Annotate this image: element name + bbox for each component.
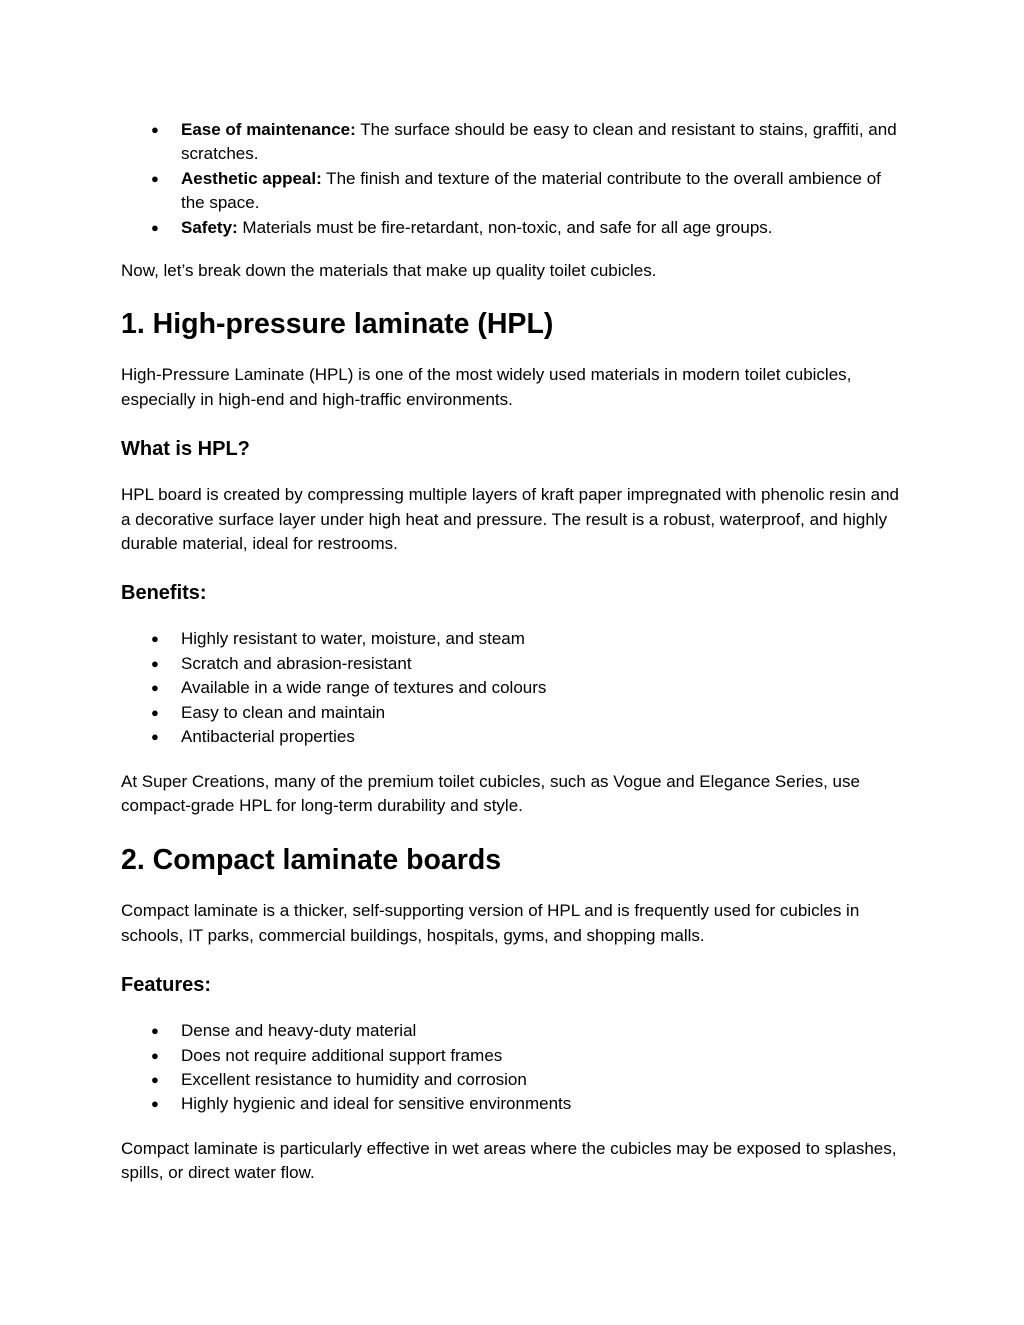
- list-item-text: The surface should be easy to clean and resistant to stains, graffiti, and scratches.: [181, 120, 897, 164]
- bullet-icon: ●: [151, 631, 159, 647]
- list-item-term: Aesthetic appeal:: [181, 168, 322, 188]
- subheading-benefits: Benefits:: [121, 582, 207, 605]
- list-item: [121, 701, 906, 725]
- list-item-text: Highly hygienic and ideal for sensitive environments: [181, 1094, 572, 1114]
- list-item-text: Available in a wide range of textures and colours: [181, 678, 547, 698]
- list-item-text: Highly resistant to water, moisture, and steam: [181, 629, 525, 649]
- bullet-icon: ●: [151, 219, 159, 235]
- bullet-icon: ●: [151, 704, 159, 720]
- hpl-intro-paragraph: High-Pressure Laminate (HPL) is one of the most widely used materials in modern toilet cubicles, especially in high-end and high-traffic environments.: [121, 365, 852, 409]
- compact-closing-paragraph: Compact laminate is particularly effective in wet areas where the cubicles may be exposed to splashes, spills, or direct water flow.: [121, 1138, 897, 1183]
- list-item: [121, 652, 906, 676]
- list-item: [121, 676, 906, 700]
- bullet-icon: ●: [151, 680, 159, 696]
- hpl-closing-paragraph: At Super Creations, many of the premium toilet cubicles, such as Vogue and Elegance Series, use compact-grade HPL for long-term durability and style.: [121, 771, 860, 815]
- section-heading-compact-laminate: 2. Compact laminate boards: [121, 844, 502, 877]
- list-item: [121, 167, 906, 216]
- list-item-text: Dense and heavy-duty material: [181, 1021, 417, 1041]
- list-item-text: Excellent resistance to humidity and corrosion: [181, 1069, 527, 1089]
- list-item: [121, 725, 906, 749]
- bullet-icon: ●: [151, 1071, 159, 1087]
- section-heading-hpl: 1. High-pressure laminate (HPL): [121, 308, 554, 341]
- intro-list: [121, 118, 906, 240]
- bullet-icon: ●: [151, 170, 159, 186]
- list-item: [121, 1044, 906, 1068]
- list-item: [121, 1068, 906, 1092]
- features-list: [121, 1019, 906, 1117]
- benefits-list: [121, 627, 906, 749]
- list-item-text: Does not require additional support frames: [181, 1045, 503, 1065]
- subheading-features: Features:: [121, 974, 212, 997]
- list-item-term: Safety:: [181, 217, 238, 237]
- list-item-term: Ease of maintenance:: [181, 120, 356, 139]
- document-page: [121, 118, 906, 1186]
- list-item: [121, 216, 906, 240]
- list-item-text: Scratch and abrasion-resistant: [181, 653, 412, 673]
- bullet-icon: ●: [151, 1096, 159, 1112]
- list-item: [121, 118, 906, 167]
- subheading-what-is-hpl: What is HPL?: [121, 438, 250, 461]
- bullet-icon: ●: [151, 655, 159, 671]
- hpl-description-paragraph: HPL board is created by compressing multiple layers of kraft paper impregnated with phenolic resin and a decorative surface layer under high heat and pressure. The result is a robust, waterproof, and highly durable material, ideal for restrooms.: [121, 485, 899, 554]
- bullet-icon: ●: [151, 1023, 159, 1039]
- compact-intro-paragraph: Compact laminate is a thicker, self-supporting version of HPL and is frequently used for cubicles in schools, IT parks, commercial buildings, hospitals, gyms, and shopping malls.: [121, 901, 860, 945]
- bullet-icon: ●: [151, 122, 159, 137]
- bullet-icon: ●: [151, 1047, 159, 1063]
- list-item: [121, 1019, 906, 1043]
- bullet-icon: ●: [151, 729, 159, 745]
- list-item-text: Easy to clean and maintain: [181, 702, 386, 722]
- intro-paragraph: Now, let’s break down the materials that make up quality toilet cubicles.: [121, 261, 657, 281]
- list-item: [121, 627, 906, 651]
- list-item-text: The finish and texture of the material contribute to the overall ambience of the space.: [181, 168, 881, 213]
- list-item-text: Materials must be fire-retardant, non-toxic, and safe for all age groups.: [237, 217, 773, 237]
- list-item-text: Antibacterial properties: [181, 727, 355, 747]
- list-item: [121, 1092, 906, 1116]
